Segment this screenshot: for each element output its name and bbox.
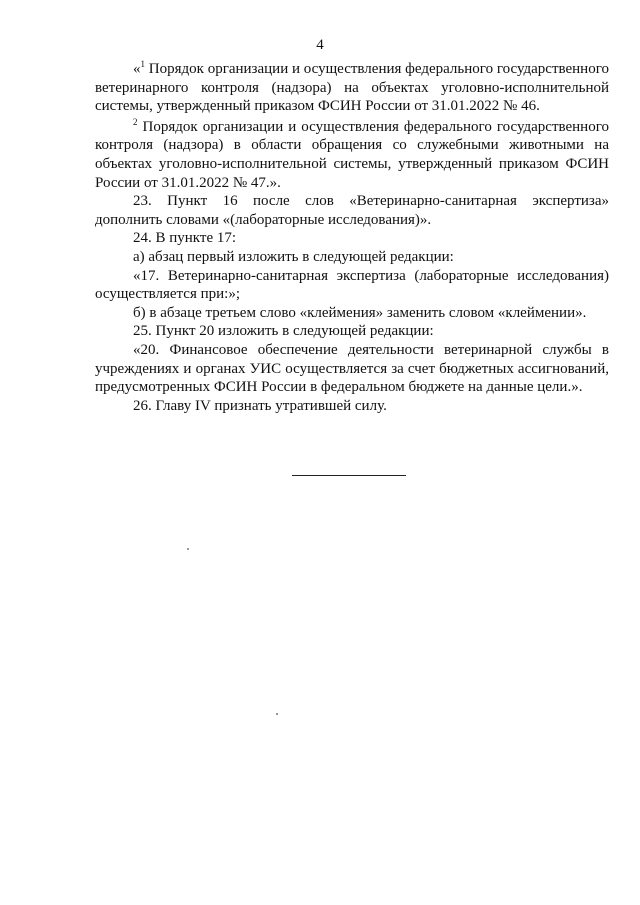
footnote-2-text: Порядок организации и осуществления федерального государственного контроля (надзора) в области обращения со служебными животными на объектах уголовно-исполнительной системы, утвержденный приказом ФСИН России от 31.01.2022 № 47.». xyxy=(95,118,609,191)
document-body xyxy=(95,60,609,415)
footnote-1-open-quote: « xyxy=(133,61,141,77)
item-24-a: а) абзац первый изложить в следующей редакции: xyxy=(133,248,454,265)
page-number: 4 xyxy=(316,37,324,53)
scan-speck xyxy=(187,548,189,550)
footnote-1-mark: 1 xyxy=(140,59,145,69)
end-divider-line xyxy=(292,475,406,476)
footnote-2-mark: 2 xyxy=(133,116,138,127)
item-23: 23. Пункт 16 после слов «Ветеринарно-санитарная экспертиза» дополнить словами «(лабораторные исследования)». xyxy=(95,193,609,228)
footnote-2 xyxy=(95,118,609,192)
item-26: 26. Главу IV признать утратившей силу. xyxy=(133,397,387,414)
item-24-heading: 24. В пункте 17: xyxy=(133,230,237,247)
item-24-a-quote: «17. Ветеринарно-санитарная экспертиза (лабораторные исследования) осуществляется при:»; xyxy=(95,267,609,303)
footnote-1 xyxy=(95,60,609,116)
item-24-b: б) в абзаце третьем слово «клеймения» заменить словом «клеймении». xyxy=(133,304,587,321)
footnote-1-text: Порядок организации и осуществления федерального государственного ветеринарного контроля (надзора) на объектах уголовно-исполнительной системы, утвержденный приказом ФСИН России от 31.01.2022 № 46. xyxy=(95,61,609,115)
item-25-heading: 25. Пункт 20 изложить в следующей редакции: xyxy=(133,323,434,340)
item-25-quote: «20. Финансовое обеспечение деятельности ветеринарной службы в учреждениях и органах УИС осуществляется за счет бюджетных ассигнований, предусмотренных ФСИН России в федеральном бюджете на данные цели.». xyxy=(95,341,609,396)
scan-speck xyxy=(276,713,278,715)
